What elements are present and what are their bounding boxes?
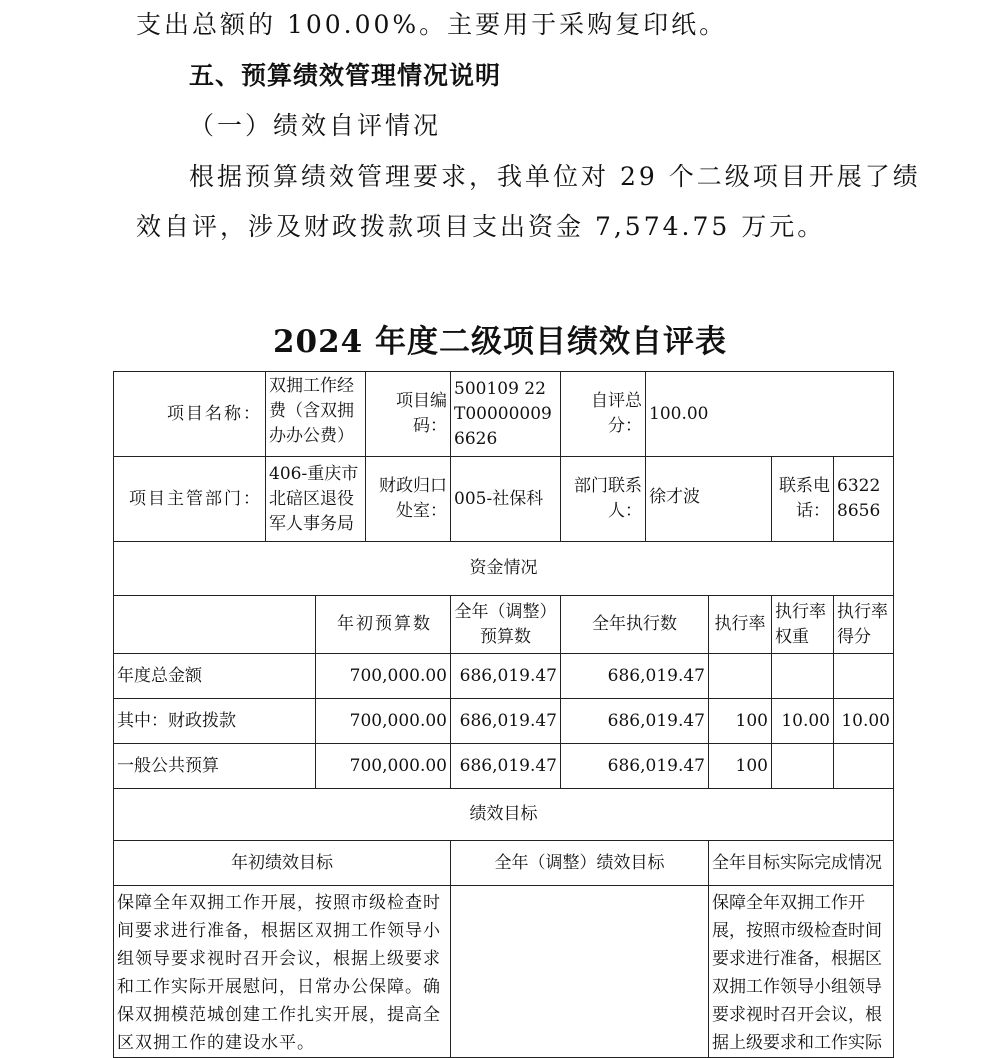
paragraph-body-line-b: 效自评，涉及财政拨款项目支出资金 7,574.75 万元。 bbox=[136, 212, 826, 241]
row-label: 年度总金额 bbox=[114, 654, 316, 699]
performance-evaluation-table bbox=[113, 371, 894, 1058]
row-perf-header bbox=[114, 789, 894, 841]
self-score-value: 100.00 bbox=[646, 372, 894, 457]
table-title: 2024 年度二级项目绩效自评表 bbox=[272, 324, 728, 360]
phone-value: 63228656 bbox=[834, 457, 894, 542]
contact-value: 徐才波 bbox=[646, 457, 772, 542]
contact-label: 部门联系人： bbox=[561, 457, 646, 542]
cell-adjusted: 686,019.47 bbox=[451, 699, 561, 744]
finance-office-value: 005-社保科 bbox=[451, 457, 561, 542]
cell-weight bbox=[772, 744, 834, 789]
dept-label: 项目主管部门： bbox=[114, 457, 266, 542]
cell-executed: 686,019.47 bbox=[561, 699, 709, 744]
cell-rate bbox=[709, 654, 772, 699]
row-funds-header bbox=[114, 542, 894, 596]
phone-label: 联系电话： bbox=[772, 457, 834, 542]
cell-adjusted: 686,019.47 bbox=[451, 654, 561, 699]
col-budget-initial: 年初预算数 bbox=[316, 596, 451, 654]
col-rate-weight: 执行率权重 bbox=[772, 596, 834, 654]
cell-executed: 686,019.47 bbox=[561, 744, 709, 789]
table-row bbox=[114, 699, 894, 744]
perf-col-actual: 全年目标实际完成情况 bbox=[709, 841, 894, 886]
paragraph-line-1: 支出总额的 100.00%。主要用于采购复印纸。 bbox=[136, 10, 728, 39]
finance-office-label: 财政归口处室： bbox=[366, 457, 451, 542]
perf-actual-text: 保障全年双拥工作开展，按照市级检查时间要求进行准备，根据区双拥工作领导小组领导要求视时召开会议，根据上级要求和工作实际 bbox=[709, 886, 894, 1058]
row-label: 一般公共预算 bbox=[114, 744, 316, 789]
dept-value: 406-重庆市北碚区退役军人事务局 bbox=[266, 457, 366, 542]
row-perf-content bbox=[114, 886, 894, 1058]
project-code-label: 项目编码： bbox=[366, 372, 451, 457]
subsection-heading-1: （一）绩效自评情况 bbox=[189, 111, 442, 140]
row-department-info bbox=[114, 457, 894, 542]
funds-header: 资金情况 bbox=[114, 542, 894, 596]
cell-rate: 100 bbox=[709, 744, 772, 789]
row-funds-columns bbox=[114, 596, 894, 654]
perf-adjusted-text bbox=[451, 886, 709, 1058]
perf-initial-text: 保障全年双拥工作开展，按照市级检查时间要求进行准备，根据区双拥工作领导小组领导要求视时召开会议，根据上级要求和工作实际开展慰问，日常办公保障。确保双拥模范城创建工作扎实开展，提高全区双拥工作的建设水平。 bbox=[114, 886, 451, 1058]
col-budget-adjusted: 全年（调整）预算数 bbox=[451, 596, 561, 654]
project-name-label: 项目名称： bbox=[114, 372, 266, 457]
paragraph-body-line-a: 根据预算绩效管理要求，我单位对 29 个二级项目开展了绩 bbox=[189, 162, 921, 191]
section-heading-5: 五、预算绩效管理情况说明 bbox=[189, 61, 502, 90]
funds-col-blank bbox=[114, 596, 316, 654]
row-label: 其中：财政拨款 bbox=[114, 699, 316, 744]
col-rate: 执行率 bbox=[709, 596, 772, 654]
project-code-value: 500109 22T000000096626 bbox=[451, 372, 561, 457]
cell-rate: 100 bbox=[709, 699, 772, 744]
perf-col-initial: 年初绩效目标 bbox=[114, 841, 451, 886]
col-executed: 全年执行数 bbox=[561, 596, 709, 654]
cell-adjusted: 686,019.47 bbox=[451, 744, 561, 789]
cell-weight: 10.00 bbox=[772, 699, 834, 744]
cell-initial: 700,000.00 bbox=[316, 744, 451, 789]
cell-initial: 700,000.00 bbox=[316, 699, 451, 744]
row-project-info bbox=[114, 372, 894, 457]
perf-col-adjusted: 全年（调整）绩效目标 bbox=[451, 841, 709, 886]
self-score-label: 自评总分： bbox=[561, 372, 646, 457]
col-rate-score: 执行率得分 bbox=[834, 596, 894, 654]
cell-score bbox=[834, 654, 894, 699]
table-row bbox=[114, 654, 894, 699]
cell-score: 10.00 bbox=[834, 699, 894, 744]
project-name-value: 双拥工作经费（含双拥办办公费） bbox=[266, 372, 366, 457]
table-row bbox=[114, 744, 894, 789]
cell-score bbox=[834, 744, 894, 789]
row-perf-columns bbox=[114, 841, 894, 886]
cell-weight bbox=[772, 654, 834, 699]
cell-initial: 700,000.00 bbox=[316, 654, 451, 699]
perf-header: 绩效目标 bbox=[114, 789, 894, 841]
cell-executed: 686,019.47 bbox=[561, 654, 709, 699]
